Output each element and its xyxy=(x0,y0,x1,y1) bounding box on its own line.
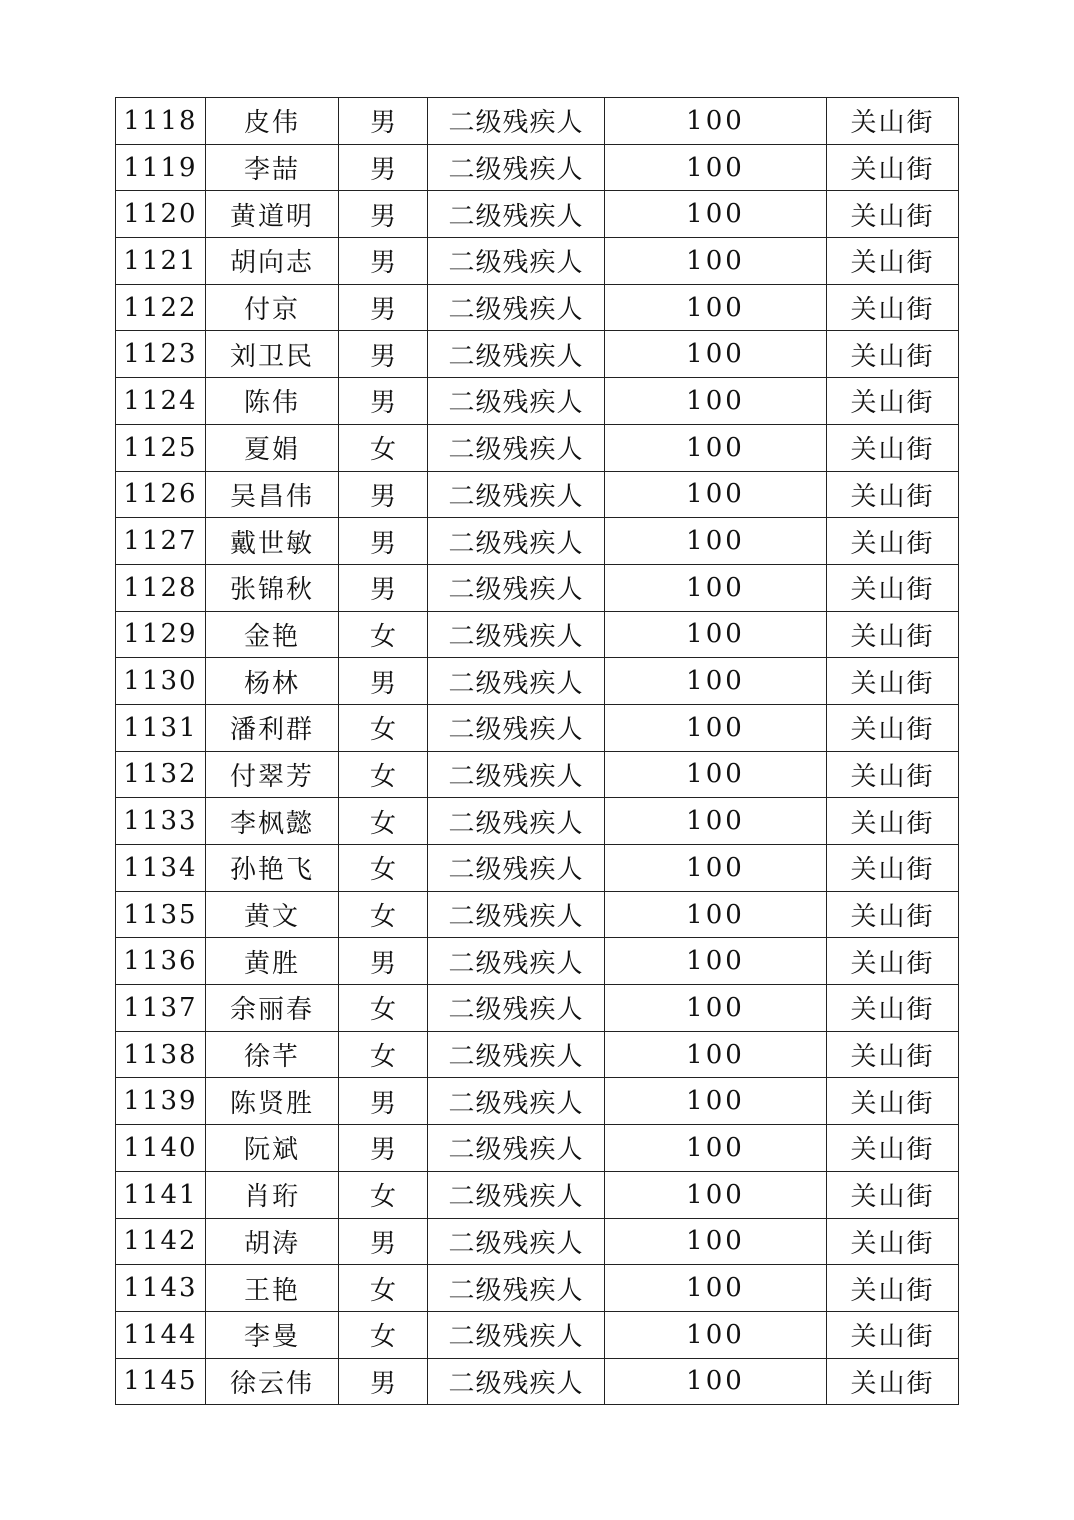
street-cell: 关山街 xyxy=(827,845,959,892)
street-cell: 关山街 xyxy=(827,518,959,565)
gender-cell: 男 xyxy=(339,1358,428,1405)
serial-number-cell: 1140 xyxy=(116,1125,206,1172)
gender-cell: 女 xyxy=(339,1031,428,1078)
gender-cell: 女 xyxy=(339,611,428,658)
gender-cell: 女 xyxy=(339,985,428,1032)
serial-number-cell: 1118 xyxy=(116,98,206,145)
name-cell: 陈贤胜 xyxy=(206,1078,339,1125)
category-cell: 二级残疾人 xyxy=(428,938,605,985)
amount-cell: 100 xyxy=(605,1125,827,1172)
category-cell: 二级残疾人 xyxy=(428,331,605,378)
category-cell: 二级残疾人 xyxy=(428,1358,605,1405)
amount-cell: 100 xyxy=(605,1265,827,1312)
table-row xyxy=(116,751,959,798)
name-cell: 陈伟 xyxy=(206,378,339,425)
table-row xyxy=(116,798,959,845)
category-cell: 二级残疾人 xyxy=(428,658,605,705)
serial-number-cell: 1127 xyxy=(116,518,206,565)
gender-cell: 男 xyxy=(339,191,428,238)
name-cell: 张锦秋 xyxy=(206,564,339,611)
table-row xyxy=(116,98,959,145)
amount-cell: 100 xyxy=(605,938,827,985)
table-row xyxy=(116,1171,959,1218)
category-cell: 二级残疾人 xyxy=(428,238,605,285)
table-row xyxy=(116,378,959,425)
table-row xyxy=(116,191,959,238)
amount-cell: 100 xyxy=(605,985,827,1032)
table-row xyxy=(116,611,959,658)
name-cell: 阮斌 xyxy=(206,1125,339,1172)
amount-cell: 100 xyxy=(605,798,827,845)
street-cell: 关山街 xyxy=(827,704,959,751)
category-cell: 二级残疾人 xyxy=(428,751,605,798)
gender-cell: 男 xyxy=(339,1125,428,1172)
gender-cell: 女 xyxy=(339,704,428,751)
gender-cell: 女 xyxy=(339,891,428,938)
category-cell: 二级残疾人 xyxy=(428,564,605,611)
category-cell: 二级残疾人 xyxy=(428,284,605,331)
serial-number-cell: 1144 xyxy=(116,1311,206,1358)
category-cell: 二级残疾人 xyxy=(428,1031,605,1078)
category-cell: 二级残疾人 xyxy=(428,845,605,892)
serial-number-cell: 1134 xyxy=(116,845,206,892)
street-cell: 关山街 xyxy=(827,611,959,658)
gender-cell: 男 xyxy=(339,938,428,985)
name-cell: 胡涛 xyxy=(206,1218,339,1265)
category-cell: 二级残疾人 xyxy=(428,985,605,1032)
roster-table xyxy=(115,97,959,1405)
category-cell: 二级残疾人 xyxy=(428,1171,605,1218)
serial-number-cell: 1137 xyxy=(116,985,206,1032)
category-cell: 二级残疾人 xyxy=(428,1265,605,1312)
name-cell: 刘卫民 xyxy=(206,331,339,378)
gender-cell: 男 xyxy=(339,238,428,285)
amount-cell: 100 xyxy=(605,518,827,565)
name-cell: 付翠芳 xyxy=(206,751,339,798)
street-cell: 关山街 xyxy=(827,378,959,425)
name-cell: 王艳 xyxy=(206,1265,339,1312)
street-cell: 关山街 xyxy=(827,564,959,611)
category-cell: 二级残疾人 xyxy=(428,704,605,751)
amount-cell: 100 xyxy=(605,378,827,425)
gender-cell: 男 xyxy=(339,658,428,705)
table-row xyxy=(116,938,959,985)
street-cell: 关山街 xyxy=(827,891,959,938)
serial-number-cell: 1139 xyxy=(116,1078,206,1125)
category-cell: 二级残疾人 xyxy=(428,518,605,565)
name-cell: 孙艳飞 xyxy=(206,845,339,892)
table-row xyxy=(116,1125,959,1172)
gender-cell: 女 xyxy=(339,1171,428,1218)
name-cell: 戴世敏 xyxy=(206,518,339,565)
serial-number-cell: 1119 xyxy=(116,144,206,191)
serial-number-cell: 1142 xyxy=(116,1218,206,1265)
name-cell: 李喆 xyxy=(206,144,339,191)
amount-cell: 100 xyxy=(605,98,827,145)
roster-table-body xyxy=(116,98,959,1405)
amount-cell: 100 xyxy=(605,331,827,378)
name-cell: 潘利群 xyxy=(206,704,339,751)
amount-cell: 100 xyxy=(605,191,827,238)
name-cell: 李枫懿 xyxy=(206,798,339,845)
street-cell: 关山街 xyxy=(827,1171,959,1218)
gender-cell: 女 xyxy=(339,1311,428,1358)
name-cell: 徐芊 xyxy=(206,1031,339,1078)
gender-cell: 男 xyxy=(339,331,428,378)
gender-cell: 男 xyxy=(339,1078,428,1125)
street-cell: 关山街 xyxy=(827,424,959,471)
amount-cell: 100 xyxy=(605,1218,827,1265)
street-cell: 关山街 xyxy=(827,284,959,331)
category-cell: 二级残疾人 xyxy=(428,1311,605,1358)
gender-cell: 男 xyxy=(339,144,428,191)
amount-cell: 100 xyxy=(605,1358,827,1405)
gender-cell: 女 xyxy=(339,751,428,798)
name-cell: 夏娟 xyxy=(206,424,339,471)
street-cell: 关山街 xyxy=(827,798,959,845)
category-cell: 二级残疾人 xyxy=(428,191,605,238)
table-row xyxy=(116,1218,959,1265)
name-cell: 皮伟 xyxy=(206,98,339,145)
gender-cell: 男 xyxy=(339,98,428,145)
amount-cell: 100 xyxy=(605,564,827,611)
amount-cell: 100 xyxy=(605,751,827,798)
serial-number-cell: 1138 xyxy=(116,1031,206,1078)
amount-cell: 100 xyxy=(605,144,827,191)
category-cell: 二级残疾人 xyxy=(428,1078,605,1125)
name-cell: 金艳 xyxy=(206,611,339,658)
street-cell: 关山街 xyxy=(827,331,959,378)
name-cell: 黄文 xyxy=(206,891,339,938)
serial-number-cell: 1128 xyxy=(116,564,206,611)
amount-cell: 100 xyxy=(605,1078,827,1125)
name-cell: 吴昌伟 xyxy=(206,471,339,518)
serial-number-cell: 1135 xyxy=(116,891,206,938)
table-row xyxy=(116,1311,959,1358)
street-cell: 关山街 xyxy=(827,1031,959,1078)
amount-cell: 100 xyxy=(605,284,827,331)
street-cell: 关山街 xyxy=(827,938,959,985)
street-cell: 关山街 xyxy=(827,1311,959,1358)
street-cell: 关山街 xyxy=(827,144,959,191)
serial-number-cell: 1133 xyxy=(116,798,206,845)
category-cell: 二级残疾人 xyxy=(428,611,605,658)
street-cell: 关山街 xyxy=(827,238,959,285)
street-cell: 关山街 xyxy=(827,471,959,518)
category-cell: 二级残疾人 xyxy=(428,798,605,845)
table-row xyxy=(116,845,959,892)
street-cell: 关山街 xyxy=(827,98,959,145)
table-row xyxy=(116,985,959,1032)
table-row xyxy=(116,471,959,518)
amount-cell: 100 xyxy=(605,238,827,285)
amount-cell: 100 xyxy=(605,891,827,938)
category-cell: 二级残疾人 xyxy=(428,98,605,145)
table-row xyxy=(116,564,959,611)
amount-cell: 100 xyxy=(605,658,827,705)
name-cell: 胡向志 xyxy=(206,238,339,285)
street-cell: 关山街 xyxy=(827,1125,959,1172)
table-row xyxy=(116,658,959,705)
table-row xyxy=(116,284,959,331)
serial-number-cell: 1143 xyxy=(116,1265,206,1312)
table-row xyxy=(116,704,959,751)
street-cell: 关山街 xyxy=(827,985,959,1032)
street-cell: 关山街 xyxy=(827,1078,959,1125)
serial-number-cell: 1130 xyxy=(116,658,206,705)
name-cell: 杨林 xyxy=(206,658,339,705)
street-cell: 关山街 xyxy=(827,1218,959,1265)
category-cell: 二级残疾人 xyxy=(428,1218,605,1265)
name-cell: 徐云伟 xyxy=(206,1358,339,1405)
street-cell: 关山街 xyxy=(827,1265,959,1312)
name-cell: 余丽春 xyxy=(206,985,339,1032)
serial-number-cell: 1132 xyxy=(116,751,206,798)
gender-cell: 女 xyxy=(339,845,428,892)
amount-cell: 100 xyxy=(605,471,827,518)
gender-cell: 男 xyxy=(339,471,428,518)
serial-number-cell: 1123 xyxy=(116,331,206,378)
table-row xyxy=(116,1358,959,1405)
table-row xyxy=(116,424,959,471)
category-cell: 二级残疾人 xyxy=(428,424,605,471)
name-cell: 付京 xyxy=(206,284,339,331)
category-cell: 二级残疾人 xyxy=(428,471,605,518)
street-cell: 关山街 xyxy=(827,751,959,798)
amount-cell: 100 xyxy=(605,424,827,471)
gender-cell: 男 xyxy=(339,1218,428,1265)
category-cell: 二级残疾人 xyxy=(428,378,605,425)
gender-cell: 男 xyxy=(339,284,428,331)
table-row xyxy=(116,1265,959,1312)
name-cell: 黄胜 xyxy=(206,938,339,985)
gender-cell: 女 xyxy=(339,798,428,845)
gender-cell: 男 xyxy=(339,564,428,611)
table-row xyxy=(116,1078,959,1125)
serial-number-cell: 1131 xyxy=(116,704,206,751)
street-cell: 关山街 xyxy=(827,1358,959,1405)
serial-number-cell: 1120 xyxy=(116,191,206,238)
serial-number-cell: 1122 xyxy=(116,284,206,331)
amount-cell: 100 xyxy=(605,1031,827,1078)
table-row xyxy=(116,144,959,191)
serial-number-cell: 1121 xyxy=(116,238,206,285)
amount-cell: 100 xyxy=(605,845,827,892)
amount-cell: 100 xyxy=(605,611,827,658)
gender-cell: 男 xyxy=(339,378,428,425)
street-cell: 关山街 xyxy=(827,191,959,238)
amount-cell: 100 xyxy=(605,1171,827,1218)
serial-number-cell: 1136 xyxy=(116,938,206,985)
name-cell: 李曼 xyxy=(206,1311,339,1358)
serial-number-cell: 1125 xyxy=(116,424,206,471)
category-cell: 二级残疾人 xyxy=(428,891,605,938)
serial-number-cell: 1129 xyxy=(116,611,206,658)
amount-cell: 100 xyxy=(605,704,827,751)
table-row xyxy=(116,891,959,938)
category-cell: 二级残疾人 xyxy=(428,144,605,191)
street-cell: 关山街 xyxy=(827,658,959,705)
table-row xyxy=(116,1031,959,1078)
table-row xyxy=(116,518,959,565)
category-cell: 二级残疾人 xyxy=(428,1125,605,1172)
table-row xyxy=(116,331,959,378)
name-cell: 黄道明 xyxy=(206,191,339,238)
amount-cell: 100 xyxy=(605,1311,827,1358)
serial-number-cell: 1124 xyxy=(116,378,206,425)
gender-cell: 女 xyxy=(339,424,428,471)
serial-number-cell: 1141 xyxy=(116,1171,206,1218)
serial-number-cell: 1145 xyxy=(116,1358,206,1405)
gender-cell: 男 xyxy=(339,518,428,565)
table-row xyxy=(116,238,959,285)
gender-cell: 女 xyxy=(339,1265,428,1312)
serial-number-cell: 1126 xyxy=(116,471,206,518)
name-cell: 肖珩 xyxy=(206,1171,339,1218)
